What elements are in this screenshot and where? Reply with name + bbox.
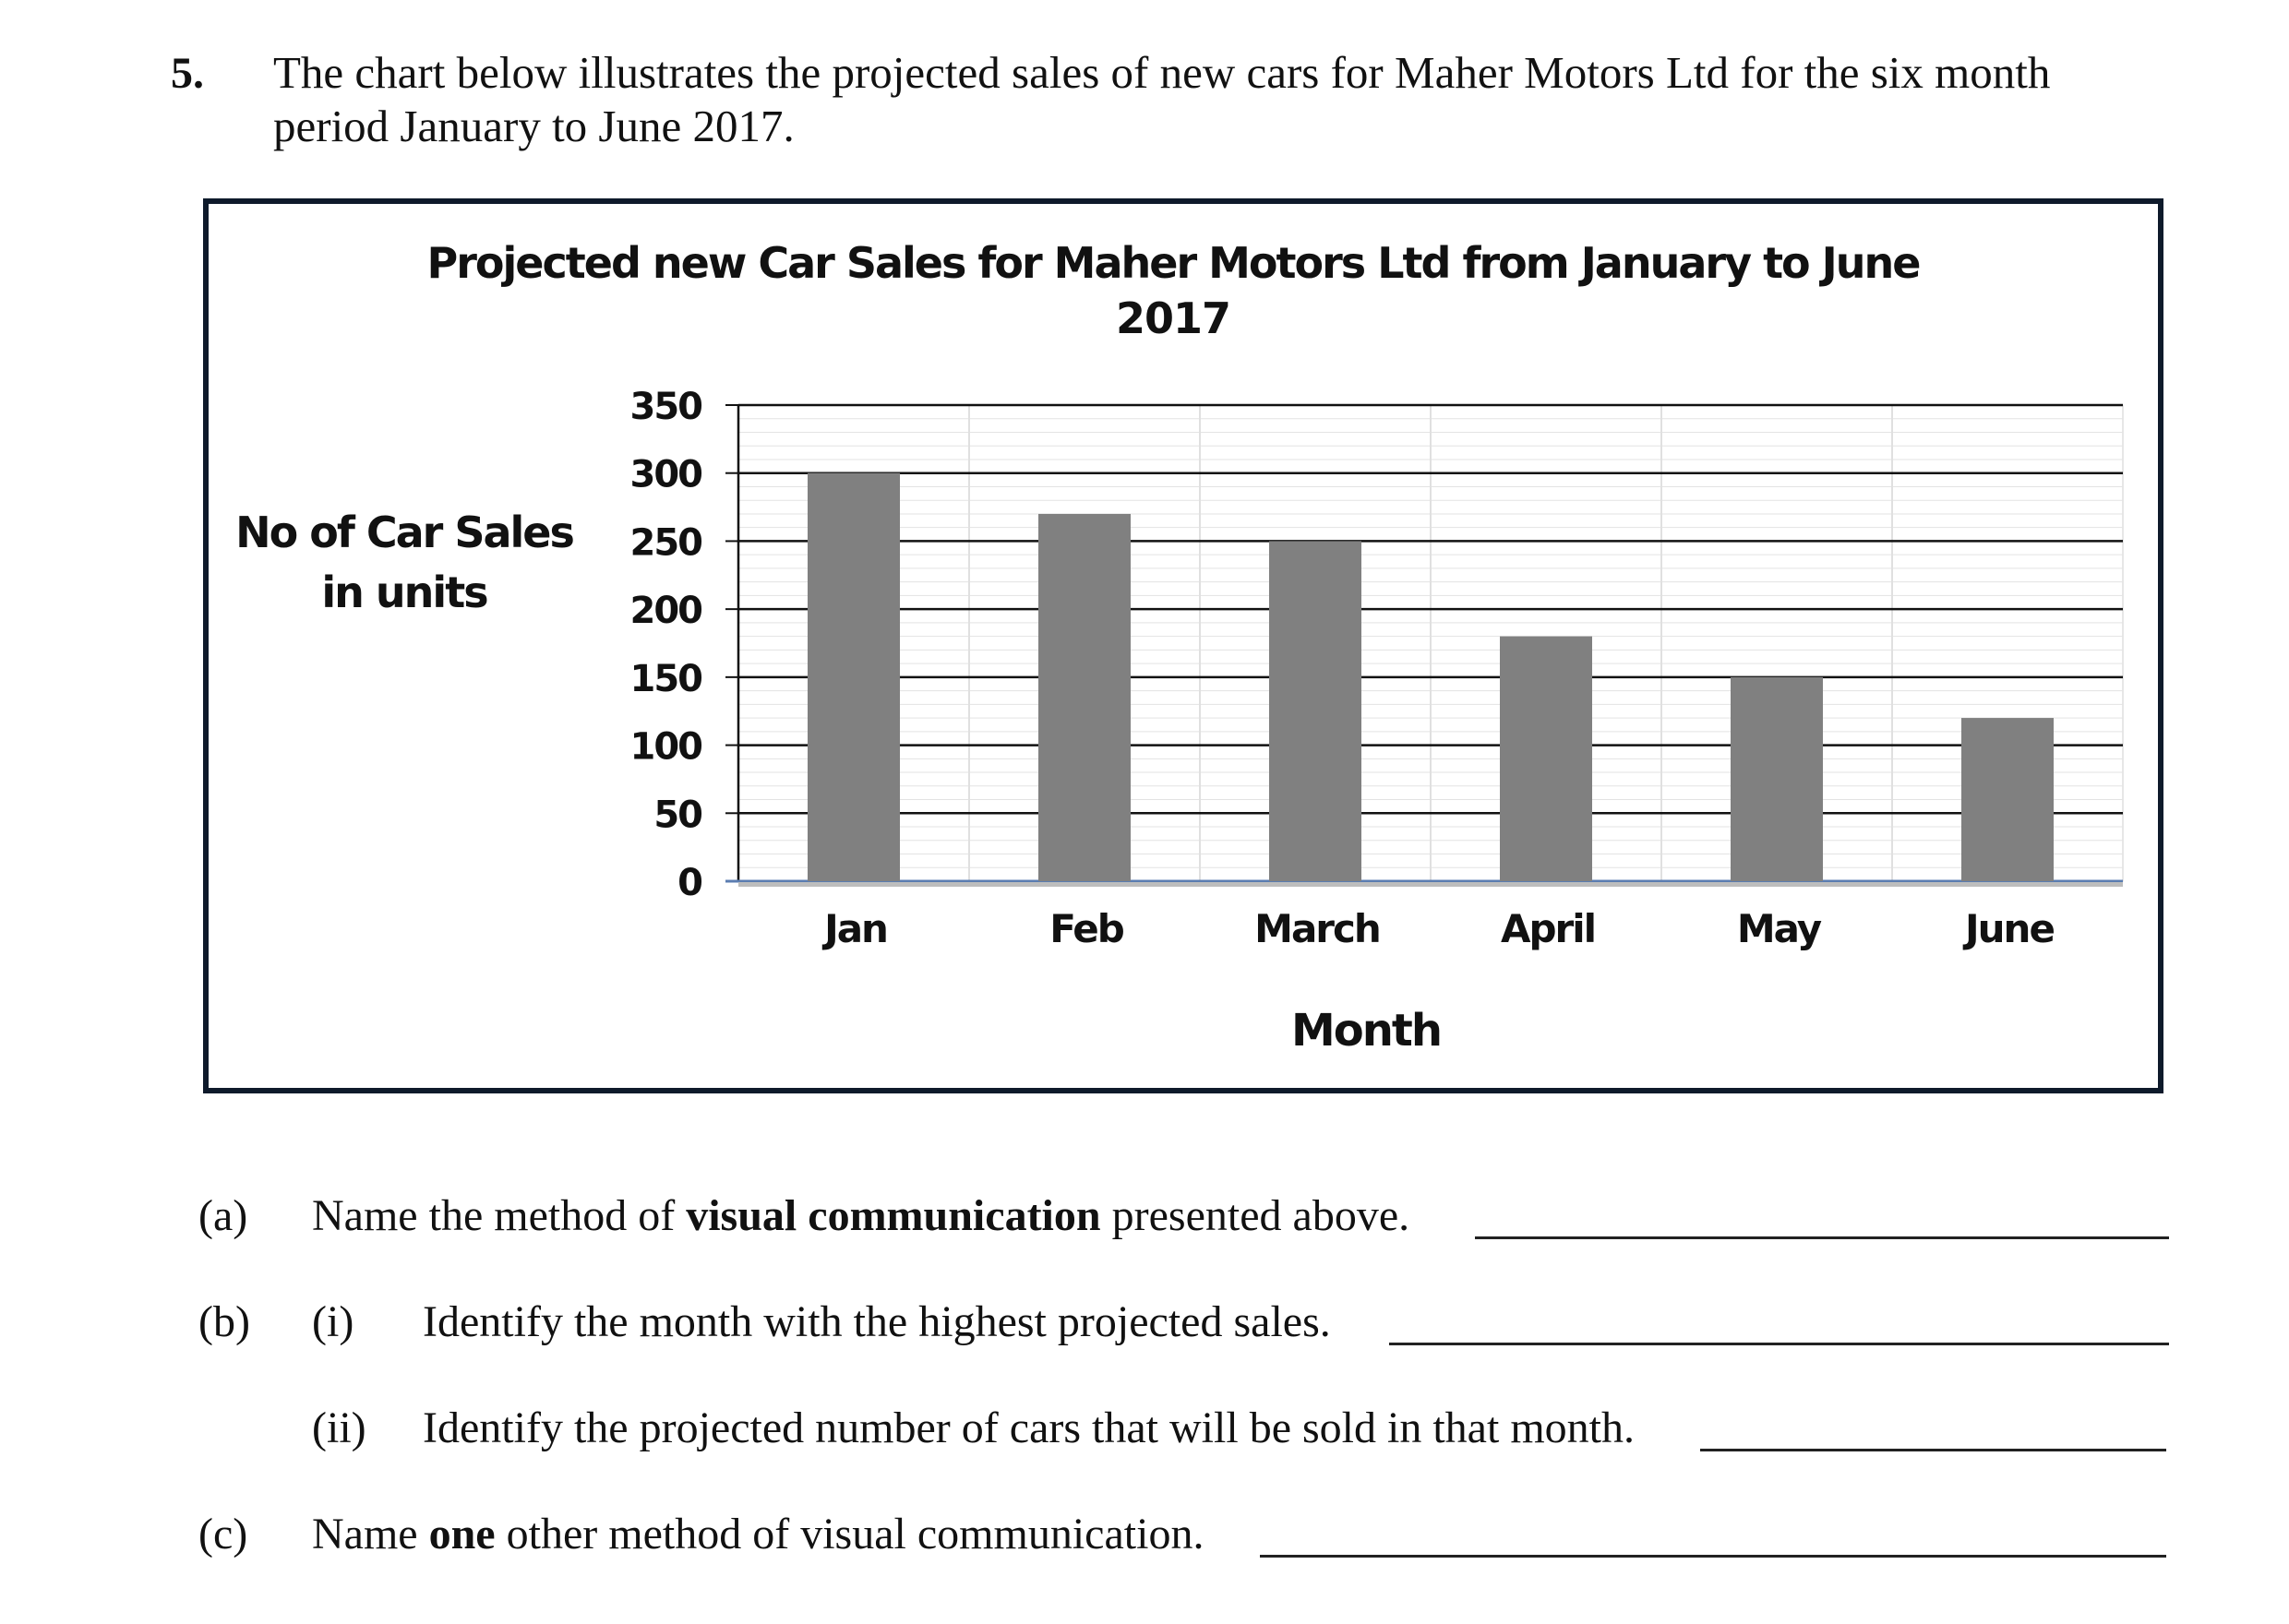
y-tick-label: 100 <box>629 725 701 769</box>
answer-line-c[interactable] <box>1260 1555 2166 1558</box>
part-b-i-question: Identify the month with the highest projected sales. <box>423 1297 1331 1346</box>
x-axis-shading <box>738 882 2123 887</box>
x-tick-label: April <box>1500 906 1596 951</box>
x-tick-label: Jan <box>824 906 887 951</box>
answer-line-a[interactable] <box>1475 1236 2169 1239</box>
chart-title-line2: 2017 <box>1115 293 1231 343</box>
answer-line-b-i[interactable] <box>1389 1343 2169 1345</box>
y-axis-label-line2: in units <box>321 567 487 617</box>
part-b-i-label: (i) <box>312 1297 354 1346</box>
y-tick-label: 350 <box>629 386 701 428</box>
part-b-ii-question: Identify the projected number of cars that will be sold in that month. <box>423 1403 1635 1452</box>
part-a-text-before: Name the method of <box>312 1191 687 1240</box>
x-tick-label: Feb <box>1049 906 1123 951</box>
question-intro: The chart below illustrates the projected sales of new cars for Maher Motors Ltd for the six month period January to June 2017. <box>273 47 2051 151</box>
part-c-bold: one <box>428 1510 496 1558</box>
x-axis-label: Month <box>1290 1005 1442 1057</box>
part-a-bold: visual communication <box>686 1191 1101 1240</box>
bar-june <box>1961 718 2054 881</box>
y-tick-label: 150 <box>629 657 701 700</box>
x-tick-label: May <box>1736 906 1821 951</box>
y-axis-label-line1: No of Car Sales <box>235 508 573 557</box>
y-tick-label: 200 <box>629 590 701 633</box>
part-a-text-after: presented above. <box>1100 1191 1410 1240</box>
y-tick-label: 0 <box>677 862 701 904</box>
chart-frame <box>203 198 2163 1093</box>
part-c-text-after: other method of visual communication. <box>495 1510 1204 1558</box>
bar-feb <box>1038 514 1131 881</box>
bar-jan <box>808 473 900 881</box>
part-c-text-before: Name <box>312 1510 429 1558</box>
y-tick-label: 300 <box>629 453 701 496</box>
part-a-question <box>312 1190 1409 1241</box>
answer-line-b-ii[interactable] <box>1700 1449 2166 1451</box>
plot-area <box>630 386 2124 951</box>
part-a-label: (a) <box>198 1191 248 1240</box>
part-b-ii-label: (ii) <box>312 1403 366 1452</box>
bar-april <box>1500 637 1592 881</box>
question-number: 5. <box>171 49 204 98</box>
part-b-label: (b) <box>198 1297 250 1346</box>
y-tick-label: 50 <box>653 794 701 837</box>
y-tick-label: 250 <box>629 521 701 565</box>
bar-march <box>1269 541 1361 881</box>
bar-chart <box>209 204 2158 1088</box>
chart-title-line1: Projected new Car Sales for Maher Motors Ltd from January to June <box>426 238 1920 288</box>
x-tick-label: March <box>1254 906 1380 951</box>
bar-may <box>1731 677 1823 881</box>
part-c-label: (c) <box>198 1510 248 1558</box>
part-c-question <box>312 1509 1204 1559</box>
x-tick-label: June <box>1965 906 2054 951</box>
